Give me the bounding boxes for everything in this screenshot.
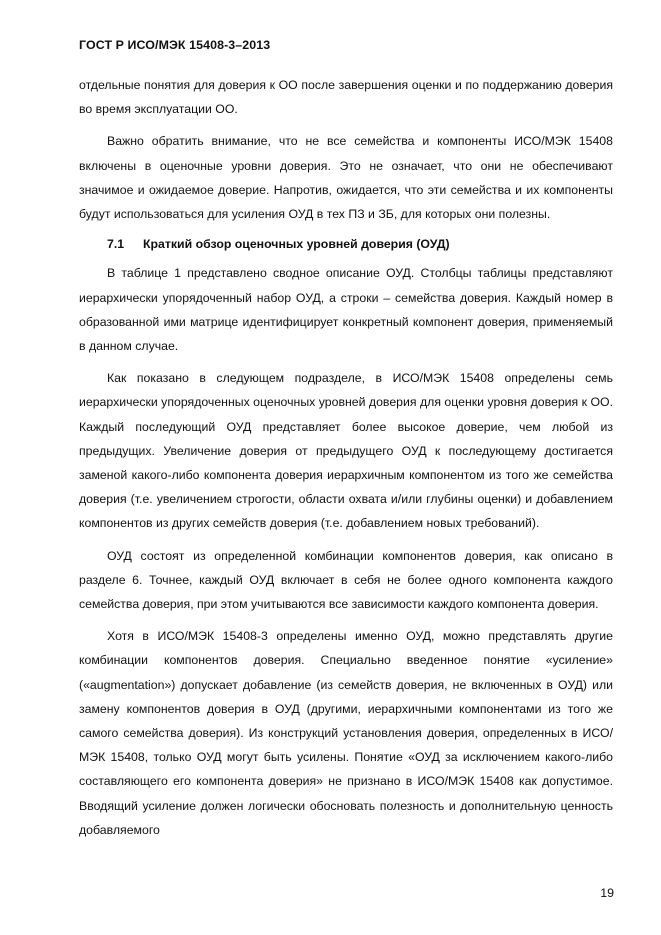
document-header: ГОСТ Р ИСО/МЭК 15408-3–2013 (79, 38, 271, 52)
paragraph-families-note: Важно обратить внимание, что не все семейства и компоненты ИСО/МЭК 15408 включены в оценочные уровни доверия. Это не означает, что они не обеспечивают значимое и ожидаемое доверие. Напротив, ожидается, что эти семейства и их компоненты будут использоваться для усиления ОУД в тех ПЗ и ЗБ, для которых они полезны. (79, 134, 613, 222)
paragraph-continuation: отдельные понятия для доверия к ОО после завершения оценки и по поддержанию доверия во время эксплуатации ОО. (79, 78, 613, 117)
section-number: 7.1 (107, 237, 125, 252)
paragraph-composition: ОУД состоят из определенной комбинации компонентов доверия, как описано в разделе 6. Точнее, каждый ОУД включает в себя не более одного компонента каждого семейства доверия, при этом учитываются все зависимости каждого компонента доверия. (79, 548, 613, 612)
paragraph-hierarchy: Как показано в следующем подразделе, в ИСО/МЭК 15408 определены семь иерархически упорядоченных оценочных уровней доверия для оценки уровня доверия к ОО. Каждый последующий ОУД представляет более высокое доверие, чем любой из предыдущих. Увеличение доверия от предыдущего ОУД к последующему достигается заменой какого-либо компонента доверия иерархичным компонентом из того же семейства доверия (т.е. увеличением строгости, области охвата и/или глубины оценки) и добавлением компонентов из других семейств доверия (т.е. добавлением новых требований). (79, 371, 613, 531)
section-heading (79, 232, 613, 256)
section-title: Краткий обзор оценочных уровней доверия (ОУД) (143, 237, 450, 252)
paragraph-table-summary: В таблице 1 представлено сводное описание ОУД. Столбцы таблицы представляют иерархически упорядоченный набор ОУД, а строки – семейства доверия. Каждый номер в образованной ими матрице идентифицирует конкретный компонент доверия, применяемый в данном случае. (79, 266, 613, 354)
page-number: 19 (600, 886, 614, 900)
paragraph-augmentation: Хотя в ИСО/МЭК 15408-3 определены именно ОУД, можно представлять другие комбинации компонентов доверия. Специально введенное понятие «усиление» («augmentation») допускает добавление (из семейств доверия, не включенных в ОУД) или замену компонентов доверия в ОУД (другими, иерархичными компонентами из того же самого семейства доверия). Из конструкций установления доверия, определенных в ИСО/МЭК 15408, только ОУД могут быть усилены. Понятие «ОУД за исключением какого-либо составляющего его компонента доверия» не признано в ИСО/МЭК 15408 как допустимое. Вводящий усиление должен логически обосновать полезность и дополнительную ценность добавляемого (79, 629, 613, 837)
document-body (79, 73, 613, 850)
